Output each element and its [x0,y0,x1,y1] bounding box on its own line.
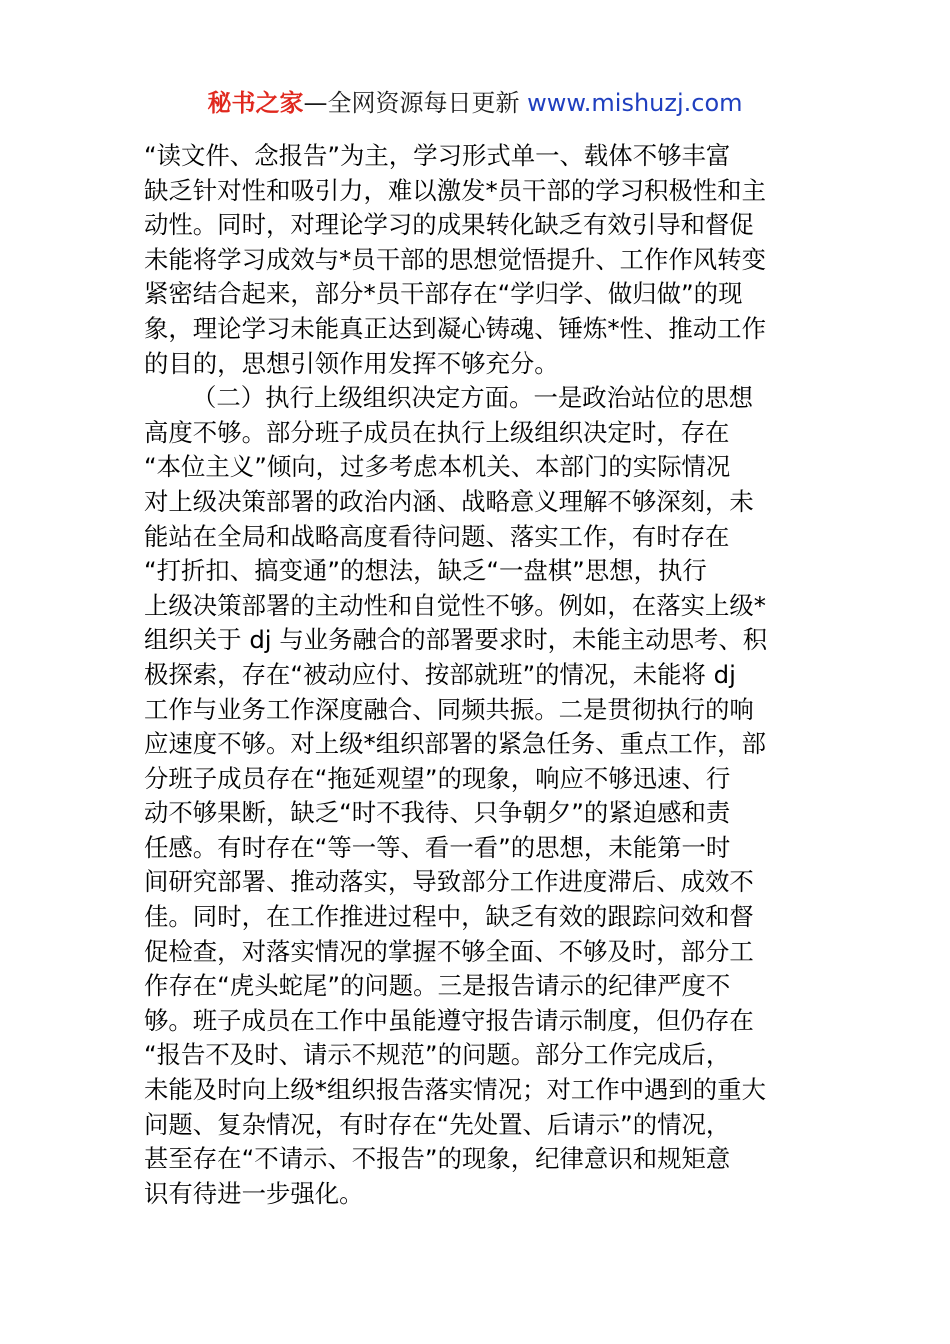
text-line: 识有待进一步强化。 [144,1178,364,1208]
text-line: 对上级决策部署的政治内涵、战略意义理解不够深刻，未 [144,486,754,516]
text-line: 高度不够。部分班子成员在执行上级组织决定时，存在 [144,417,730,447]
text-line: 上级决策部署的主动性和自觉性不够。例如，在落实上级* [144,590,766,620]
text-line: 应速度不够。对上级*组织部署的紧急任务、重点工作，部 [144,729,766,759]
text-line: 工作与业务工作深度融合、同频共振。二是贯彻执行的响 [144,694,754,724]
document-body [144,139,814,1211]
text-line: 分班子成员存在“拖延观望”的现象，响应不够迅速、行 [144,763,731,793]
text-line: 象，理论学习未能真正达到凝心铸魂、锤炼*性、推动工作 [144,313,766,343]
text-line: 促检查，对落实情况的掌握不够全面、不够及时，部分工 [144,936,754,966]
text-line: “本位主义”倾向，过多考虑本机关、本部门的实际情况 [144,452,731,482]
text-line: 佳。同时，在工作推进过程中，缺乏有效的跟踪问效和督 [144,902,754,932]
text-line: 紧密结合起来，部分*员干部存在“学归学、做归做”的现 [144,279,743,309]
text-line: 动不够果断，缺乏“时不我待、只争朝夕”的紧迫感和责 [144,798,731,828]
text-line: “报告不及时、请示不规范”的问题。部分工作完成后， [144,1040,731,1070]
text-line: 作存在“虎头蛇尾”的问题。三是报告请示的纪律严度不 [144,971,731,1001]
text-line: 缺乏针对性和吸引力，难以激发*员干部的学习积极性和主 [144,175,766,205]
site-brand: 秘书之家 [207,89,304,117]
text-line: 甚至存在“不请示、不报告”的现象，纪律意识和规矩意 [144,1144,731,1174]
text-line: 问题、复杂情况，有时存在“先处置、后请示”的情况， [144,1109,731,1139]
text-line: “读文件、念报告”为主，学习形式单一、载体不够丰富 [144,141,731,170]
site-header [0,86,950,120]
site-tagline: —全网资源每日更新 [303,89,528,117]
text-line: 组织关于 dj 与业务融合的部署要求时，未能主动思考、积 [144,625,768,655]
text-line: 极探索，存在“被动应付、按部就班”的情况，未能将 dj [144,659,736,689]
text-line: 未能将学习成效与*员干部的思想觉悟提升、工作作风转变 [144,244,766,274]
text-line: “打折扣、搞变通”的想法，缺乏“一盘棋”思想，执行 [144,556,707,586]
text-line: 间研究部署、推动落实，导致部分工作进度滞后、成效不 [144,867,754,897]
site-url-link[interactable]: www.mishuzj.com [527,89,743,117]
text-line: 任感。有时存在“等一等、看一看”的思想，未能第一时 [144,832,731,862]
text-line: 的目的，思想引领作用发挥不够充分。 [144,348,559,378]
text-line: 够。班子成员在工作中虽能遵守报告请示制度，但仍存在 [144,1005,754,1035]
text-line: 动性。同时，对理论学习的成果转化缺乏有效引导和督促 [144,210,754,240]
text-line: 能站在全局和战略高度看待问题、落实工作，有时存在 [144,521,730,551]
text-line: （二）执行上级组织决定方面。一是政治站位的思想 [192,383,753,413]
text-line: 未能及时向上级*组织报告落实情况；对工作中遇到的重大 [144,1075,766,1105]
